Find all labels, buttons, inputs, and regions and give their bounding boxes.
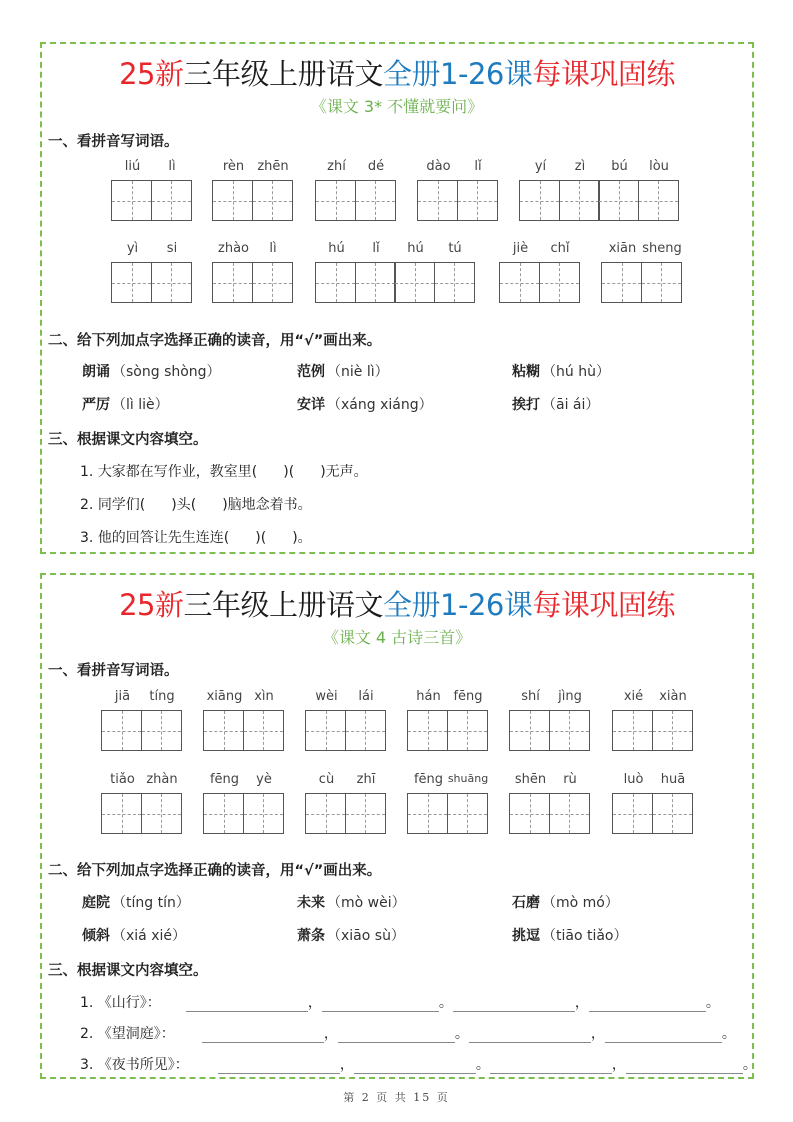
char-box[interactable] [345, 772, 386, 834]
pinyin-options: （mò wèi） [327, 895, 406, 911]
answer-line[interactable] [626, 1059, 743, 1074]
answer-line[interactable] [605, 1028, 722, 1043]
pinyin-word-group [101, 772, 182, 834]
char-box[interactable] [315, 241, 356, 303]
punctuation: ， [611, 1057, 626, 1073]
pronunciation-item[interactable] [297, 892, 406, 912]
pinyin-word-group [612, 772, 693, 834]
pinyin-options: （niè lì） [327, 364, 389, 380]
word: 粘糊 [512, 364, 540, 380]
char-box[interactable] [601, 241, 642, 303]
char-box[interactable] [141, 772, 182, 834]
pinyin-label: huā [660, 772, 686, 787]
char-box[interactable] [345, 689, 386, 751]
char-box[interactable] [212, 241, 253, 303]
pinyin-word-group [315, 159, 396, 221]
answer-line[interactable] [202, 1028, 324, 1043]
pinyin-label: zhēn [257, 159, 289, 174]
answer-line[interactable] [589, 997, 706, 1012]
sentence-part: )无声。 [320, 464, 368, 480]
punctuation: 。 [721, 1026, 736, 1042]
pinyin-label: yè [256, 772, 272, 787]
punctuation: 。 [438, 995, 453, 1011]
pronunciation-item[interactable] [82, 394, 169, 414]
worksheet-title [42, 52, 752, 93]
char-box[interactable] [549, 772, 590, 834]
pinyin-word-group [101, 689, 182, 751]
sentence-part: )头( [171, 497, 197, 513]
sentence-part: 他的回答让先生连连( [97, 530, 230, 546]
pinyin-word-group [407, 772, 489, 834]
char-box[interactable] [203, 689, 244, 751]
pinyin-label: zhí [327, 159, 346, 174]
pinyin-label: xiàn [659, 689, 687, 704]
pinyin-label: liú [124, 159, 141, 174]
char-box[interactable] [519, 159, 560, 221]
char-box[interactable] [539, 241, 580, 303]
char-box[interactable] [499, 241, 540, 303]
section-1-heading: 一、看拼音写词语。 [48, 134, 179, 150]
char-box[interactable] [509, 689, 550, 751]
pinyin-label: jìng [558, 689, 582, 704]
pinyin-word-group [111, 159, 192, 221]
word: 挨打 [512, 397, 540, 413]
pinyin-options: （xáng xiáng） [327, 397, 433, 413]
sentence-part: 同学们( [97, 497, 146, 513]
char-box[interactable] [203, 772, 244, 834]
pinyin-label: sheng [642, 241, 682, 256]
item-number: 2. [80, 1026, 94, 1042]
pinyin-word-group [509, 772, 590, 834]
pinyin-label: lòu [649, 159, 669, 174]
title-part-2: 三年级上册语文 [183, 588, 384, 622]
punctuation: 。 [454, 1026, 469, 1042]
pinyin-options: （tíng tín） [112, 895, 190, 911]
pinyin-word-group [212, 159, 293, 221]
pinyin-label: lái [358, 689, 374, 704]
pinyin-label: lì [269, 241, 277, 256]
pinyin-options: （mò mó） [542, 895, 619, 911]
answer-line[interactable] [490, 1059, 612, 1074]
word: 朗诵 [82, 364, 110, 380]
poem-title: 《望洞庭》： [97, 1026, 175, 1042]
item-number: 1. [80, 995, 94, 1011]
pinyin-label: cù [318, 772, 335, 787]
pinyin-label: xìn [254, 689, 274, 704]
sentence-part: )( [255, 530, 267, 546]
pinyin-label: fēng [413, 772, 444, 787]
pinyin-word-group [203, 689, 284, 751]
char-box[interactable] [612, 689, 653, 751]
word: 石磨 [512, 895, 540, 911]
answer-line[interactable] [469, 1028, 591, 1043]
word: 萧条 [297, 928, 325, 944]
pronunciation-item[interactable] [512, 925, 628, 945]
title-part-3: 全册1-26课 [383, 57, 533, 91]
pinyin-label: shēn [514, 772, 547, 787]
pinyin-label: tiǎo [110, 772, 135, 787]
pinyin-options: （lì liè） [112, 397, 169, 413]
pinyin-label: zhào [218, 241, 249, 256]
poem-fill-line[interactable] [80, 1023, 736, 1043]
poem-fill-line[interactable] [80, 992, 720, 1012]
section-1-heading: 一、看拼音写词语。 [48, 663, 179, 679]
word: 安详 [297, 397, 325, 413]
fill-blank-item[interactable] [80, 494, 312, 514]
char-box[interactable] [101, 689, 142, 751]
pinyin-word-group [305, 689, 386, 751]
pinyin-options: （hú hù） [542, 364, 610, 380]
char-box[interactable] [434, 241, 475, 303]
char-box[interactable] [151, 241, 192, 303]
pronunciation-item[interactable] [82, 925, 186, 945]
item-number: 1. [80, 464, 94, 480]
sentence-part: )( [283, 464, 295, 480]
char-box[interactable] [252, 241, 293, 303]
answer-line[interactable] [338, 1028, 455, 1043]
pinyin-label: dào [426, 159, 451, 174]
pinyin-label: fēng [453, 689, 483, 704]
char-box[interactable] [111, 241, 152, 303]
punctuation: ， [339, 1057, 354, 1073]
pronunciation-item[interactable] [512, 394, 599, 414]
word: 范例 [297, 364, 325, 380]
section-3-heading: 三、根据课文内容填空。 [48, 432, 208, 448]
word: 庭院 [82, 895, 110, 911]
pinyin-label: dé [367, 159, 385, 174]
word: 未来 [297, 895, 325, 911]
pinyin-label: zì [574, 159, 586, 174]
pinyin-word-group [519, 159, 679, 221]
exercise-card-lesson-4 [40, 573, 757, 1079]
exercise-card-lesson-3 [40, 42, 754, 554]
answer-line[interactable] [218, 1059, 340, 1074]
pinyin-label: wèi [315, 689, 338, 704]
answer-line[interactable] [453, 997, 575, 1012]
pinyin-options: （tiāo tiǎo） [542, 928, 628, 944]
char-box[interactable] [407, 689, 448, 751]
pinyin-label: hú [328, 241, 345, 256]
fill-blank-item[interactable] [80, 527, 312, 547]
char-box[interactable] [652, 689, 693, 751]
pinyin-label: yì [126, 241, 139, 256]
pinyin-label: rù [563, 772, 577, 787]
pinyin-word-group [612, 689, 693, 751]
char-box[interactable] [407, 772, 448, 834]
poem-title: 《山行》： [97, 995, 161, 1011]
pinyin-word-group [601, 241, 682, 303]
pinyin-label: lǐ [372, 241, 380, 256]
pinyin-label: zhī [356, 772, 376, 787]
title-part-1: 25新 [119, 588, 184, 622]
item-number: 3. [80, 1057, 94, 1073]
section-2-heading: 二、给下列加点字选择正确的读音，用“√”画出来。 [48, 333, 382, 349]
item-number: 3. [80, 530, 94, 546]
pinyin-label: xiān [608, 241, 637, 256]
pinyin-word-group [203, 772, 284, 834]
char-box[interactable] [447, 772, 489, 834]
pronunciation-item[interactable] [297, 925, 405, 945]
char-box[interactable] [355, 241, 396, 303]
pronunciation-item[interactable] [512, 892, 619, 912]
fill-blank-item[interactable] [80, 461, 368, 481]
sentence-part: )。 [292, 530, 312, 546]
worksheet-title [42, 583, 752, 624]
pinyin-label: shuāng [447, 772, 489, 785]
char-box[interactable] [315, 159, 356, 221]
word: 挑逗 [512, 928, 540, 944]
pinyin-options: （xiāo sù） [327, 928, 405, 944]
title-part-4: 每课巩固练 [532, 588, 675, 622]
pinyin-label: yí [534, 159, 547, 174]
answer-line[interactable] [186, 997, 308, 1012]
char-box[interactable] [305, 772, 346, 834]
punctuation: ， [307, 995, 322, 1011]
pinyin-options: （āi ái） [542, 397, 600, 413]
char-box[interactable] [252, 159, 293, 221]
char-box[interactable] [101, 772, 142, 834]
punctuation: ， [323, 1026, 338, 1042]
pinyin-label: si [166, 241, 178, 256]
pinyin-options: （xiá xié） [112, 928, 186, 944]
title-part-2: 三年级上册语文 [183, 57, 384, 91]
answer-line[interactable] [354, 1059, 476, 1074]
pinyin-label: tíng [149, 689, 175, 704]
poem-fill-line[interactable] [80, 1054, 757, 1074]
pinyin-word-group [417, 159, 498, 221]
char-box[interactable] [111, 159, 152, 221]
char-box[interactable] [549, 689, 590, 751]
pinyin-label: xié [623, 689, 644, 704]
char-box[interactable] [612, 772, 653, 834]
pinyin-word-group [305, 772, 386, 834]
punctuation: ， [574, 995, 589, 1011]
section-3-heading: 三、根据课文内容填空。 [48, 963, 208, 979]
pinyin-word-group [111, 241, 192, 303]
pinyin-label: lì [168, 159, 176, 174]
pinyin-label: hú [407, 241, 424, 256]
char-box[interactable] [447, 689, 488, 751]
word: 严厉 [82, 397, 110, 413]
pinyin-word-group [407, 689, 488, 751]
char-box[interactable] [243, 772, 284, 834]
punctuation: 。 [705, 995, 720, 1011]
item-number: 2. [80, 497, 94, 513]
pinyin-word-group [509, 689, 590, 751]
char-box[interactable] [394, 241, 435, 303]
punctuation: ， [590, 1026, 605, 1042]
char-box[interactable] [598, 159, 639, 221]
punctuation: 。 [742, 1057, 757, 1073]
title-part-1: 25新 [119, 57, 184, 91]
pronunciation-item[interactable] [297, 361, 389, 381]
char-box[interactable] [638, 159, 679, 221]
pinyin-label: jiè [512, 241, 529, 256]
pinyin-options: （sòng shòng） [112, 364, 221, 380]
pinyin-word-group [212, 241, 293, 303]
pronunciation-item[interactable] [82, 892, 190, 912]
char-box[interactable] [355, 159, 396, 221]
pronunciation-item[interactable] [512, 361, 610, 381]
pinyin-label: fēng [209, 772, 240, 787]
page-number-footer: 第 2 页 共 15 页 [343, 1091, 450, 1104]
char-box[interactable] [151, 159, 192, 221]
pinyin-label: hán [416, 689, 441, 704]
pinyin-label: luò [623, 772, 644, 787]
lesson-subtitle: 《课文 3* 不懂就要问》 [310, 97, 484, 116]
pinyin-label: rèn [222, 159, 245, 174]
char-box[interactable] [243, 689, 284, 751]
char-box[interactable] [212, 159, 253, 221]
pinyin-label: xiāng [206, 689, 243, 704]
pinyin-label: lǐ [474, 159, 482, 174]
pronunciation-item[interactable] [297, 394, 433, 414]
section-2-heading: 二、给下列加点字选择正确的读音，用“√”画出来。 [48, 863, 382, 879]
pinyin-label: tú [448, 241, 462, 256]
answer-line[interactable] [322, 997, 439, 1012]
poem-title: 《夜书所见》： [97, 1057, 189, 1073]
pinyin-label: zhàn [146, 772, 178, 787]
sentence-part: )脑地念着书。 [222, 497, 312, 513]
lesson-subtitle: 《课文 4 古诗三首》 [322, 628, 472, 647]
char-box[interactable] [305, 689, 346, 751]
char-box[interactable] [417, 159, 458, 221]
title-part-4: 每课巩固练 [532, 57, 675, 91]
pinyin-label: chǐ [550, 241, 570, 256]
char-box[interactable] [652, 772, 693, 834]
word: 倾斜 [82, 928, 110, 944]
char-box[interactable] [457, 159, 498, 221]
pinyin-label: shí [521, 689, 540, 704]
pinyin-word-group [499, 241, 580, 303]
pinyin-word-group [315, 241, 475, 303]
char-box[interactable] [141, 689, 182, 751]
pronunciation-item[interactable] [82, 361, 221, 381]
char-box[interactable] [559, 159, 600, 221]
char-box[interactable] [509, 772, 550, 834]
pinyin-label: jiā [114, 689, 131, 704]
punctuation: 。 [475, 1057, 490, 1073]
pinyin-label: bú [611, 159, 628, 174]
title-part-3: 全册1-26课 [383, 588, 533, 622]
sentence-part: 大家都在写作业，教室里( [97, 464, 258, 480]
char-box[interactable] [641, 241, 682, 303]
